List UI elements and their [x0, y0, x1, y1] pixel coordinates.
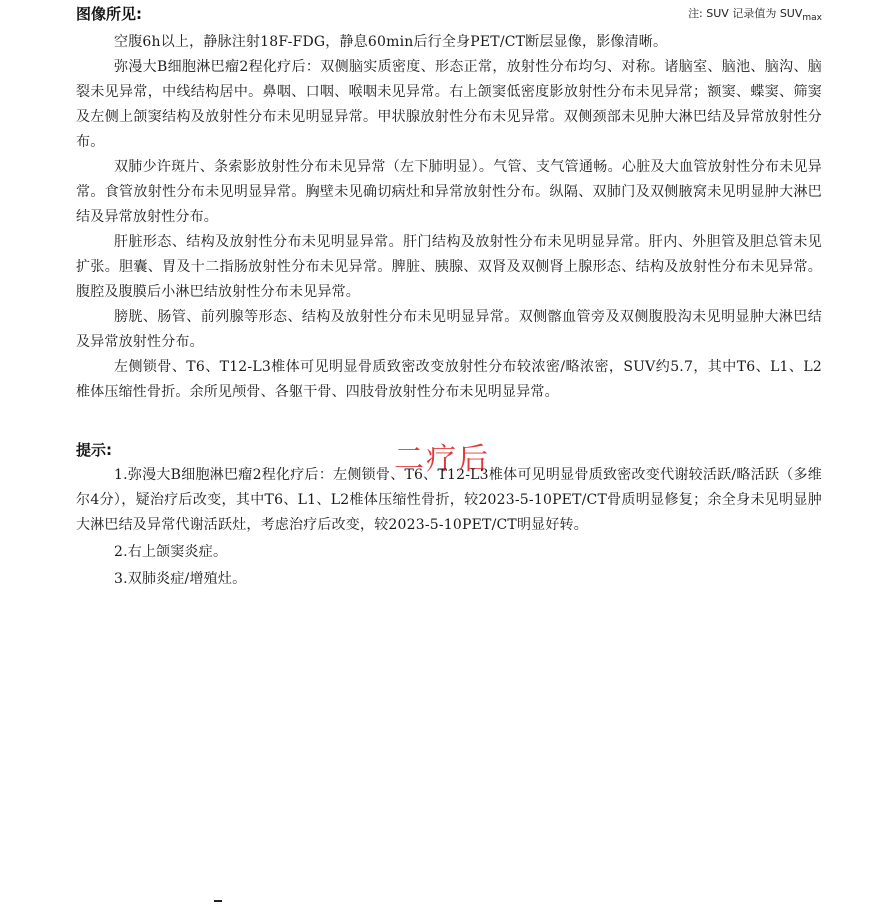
findings-body	[76, 30, 822, 405]
finding-paragraph: 空腹6h以上，静脉注射18F-FDG，静息60min后行全身PET/CT断层显像，影像清晰。	[114, 34, 668, 50]
hints-body	[76, 463, 822, 594]
suv-note-text: 注: SUV 记录值为 SUV	[688, 7, 803, 20]
suv-note-sub: max	[802, 13, 822, 23]
hint-item: 1.弥漫大B细胞淋巴瘤2程化疗后：左侧锁骨、T6、T12-L3椎体可见明显骨质致密改变代谢较活跃/略活跃（多维尔4分），疑治疗后改变，其中T6、L1、L2椎体压缩性骨折，较2023-5-10PET/CT骨质明显修复；余全身未见明显肿大淋巴结及异常代谢活跃灶，考虑治疗后改变，较2023-5-10PET/CT明显好转。	[76, 467, 822, 533]
finding-paragraph: 肝脏形态、结构及放射性分布未见明显异常。肝门结构及放射性分布未见明显异常。肝内、外胆管及胆总管未见扩张。胆囊、胃及十二指肠放射性分布未见异常。脾脏、胰腺、双肾及双侧肾上腺形态、结构及放射性分布未见异常。腹腔及腹膜后小淋巴结放射性分布未见异常。	[76, 234, 822, 300]
finding-paragraph: 弥漫大B细胞淋巴瘤2程化疗后：双侧脑实质密度、形态正常，放射性分布均匀、对称。诸脑室、脑池、脑沟、脑裂未见异常，中线结构居中。鼻咽、口咽、喉咽未见异常。右上颌窦低密度影放射性分布未见异常；额窦、蝶窦、筛窦及左侧上颌窦结构及放射性分布未见明显异常。甲状腺放射性分布未见异常。双侧颈部未见肿大淋巴结及异常放射性分布。	[76, 59, 822, 150]
hint-item: 3.双肺炎症/增殖灶。	[114, 571, 247, 587]
finding-paragraph: 左侧锁骨、T6、T12-L3椎体可见明显骨质致密改变放射性分布较浓密/略浓密，SUV约5.7，其中T6、L1、L2椎体压缩性骨折。余所见颅骨、各躯干骨、四肢骨放射性分布未见明显异常。	[76, 359, 822, 400]
suv-note	[688, 5, 822, 23]
hints-title: 提示:	[76, 441, 112, 459]
handwritten-stamp: 二疗后	[394, 442, 490, 477]
page-edge-mark	[214, 900, 222, 902]
hint-item: 2.右上颌窦炎症。	[114, 544, 228, 560]
findings-title: 图像所见:	[76, 5, 142, 23]
finding-paragraph: 膀胱、肠管、前列腺等形态、结构及放射性分布未见明显异常。双侧髂血管旁及双侧腹股沟未见明显肿大淋巴结及异常放射性分布。	[76, 309, 822, 350]
finding-paragraph: 双肺少许斑片、条索影放射性分布未见异常（左下肺明显）。气管、支气管通畅。心脏及大血管放射性分布未见异常。食管放射性分布未见明显异常。胸壁未见确切病灶和异常放射性分布。纵隔、双肺门及双侧腋窝未见明显肿大淋巴结及异常放射性分布。	[76, 159, 822, 225]
